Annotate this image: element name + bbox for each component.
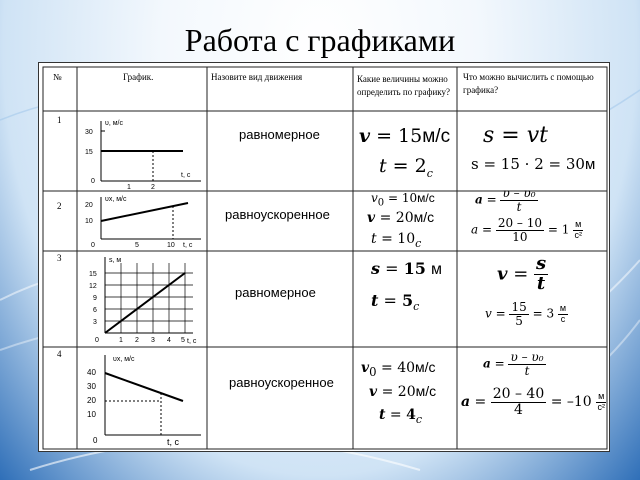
tick-label: 5 bbox=[181, 337, 185, 344]
row1-calculation: s = 15 · 2 = 30м bbox=[471, 155, 596, 173]
graph-4-xlabel: t, с bbox=[167, 437, 180, 447]
tick-label: 10 bbox=[87, 410, 96, 419]
tick-label: 2 bbox=[151, 184, 155, 191]
graph-3 bbox=[83, 253, 203, 345]
row3-calculation: v = $\frac{15}{5}$ = 3 $\frac{м}{с}$ bbox=[485, 300, 567, 328]
tick-label: 15 bbox=[85, 149, 93, 156]
tick-label: 0 bbox=[91, 178, 95, 185]
worksheet-table bbox=[38, 62, 610, 452]
row4-calculation: a = $\frac{20 - 40}{4}$ = –10 $\frac{м}{\text{с²}}$ bbox=[461, 386, 606, 418]
row4-quantity-t: $t = 4_с$ bbox=[379, 407, 423, 426]
row-number: 2 bbox=[57, 201, 62, 211]
graph-1 bbox=[83, 115, 203, 191]
row2-quantity-v: v = 20м/с bbox=[367, 209, 435, 226]
tick-label: 6 bbox=[93, 307, 97, 314]
row4-formula: a = $\frac{\text{υ – υ₀}}{t}$ bbox=[483, 350, 544, 378]
graph-2-ylabel: υx, м/с bbox=[105, 196, 127, 203]
tick-label: 30 bbox=[85, 129, 93, 136]
row3-quantity-s: s = 15 м bbox=[371, 259, 442, 278]
tick-label: 40 bbox=[87, 368, 96, 377]
row4-quantity-v0: $v_0 = 40м/с$ bbox=[361, 359, 436, 379]
row3-formula: v = $\frac{s}{t}$ bbox=[497, 253, 547, 294]
graph-2-xlabel: t, с bbox=[183, 242, 193, 249]
row2-calculation: a = $\frac{20 - 10}{10}$ = 1 $\frac{м}{\text{с²}}$ bbox=[471, 216, 583, 244]
tick-label: 1 bbox=[119, 337, 123, 344]
graph-3-ylabel: s, м bbox=[109, 257, 122, 264]
row2-quantity-t: $t = 10_с$ bbox=[371, 231, 422, 250]
row-number: 3 bbox=[57, 253, 62, 263]
tick-label: 10 bbox=[85, 218, 93, 225]
tick-label: 0 bbox=[91, 242, 95, 249]
tick-label: 20 bbox=[85, 202, 93, 209]
header-quantities: Какие величины можно определить по графику? bbox=[357, 74, 451, 97]
header-graph: График. bbox=[123, 72, 154, 82]
row1-quantity-t: $t = 2_с$ bbox=[379, 155, 433, 180]
row2-formula: a = $\frac{\text{υ – υ₀}}{t}$ bbox=[475, 186, 536, 214]
tick-label: 9 bbox=[93, 295, 97, 302]
row3-quantity-t: $t = 5_с$ bbox=[371, 291, 420, 314]
motion-type-3: равномерное bbox=[235, 285, 316, 300]
row1-quantity-v: v = 15м/с bbox=[359, 125, 451, 147]
graph-1-ylabel: υ, м/с bbox=[105, 120, 123, 127]
tick-label: 0 bbox=[93, 436, 98, 445]
page-title: Работа с графиками bbox=[184, 22, 456, 58]
motion-type-4: равноускоренное bbox=[229, 375, 334, 390]
tick-label: 12 bbox=[89, 283, 97, 290]
tick-label: 0 bbox=[95, 337, 99, 344]
motion-type-2: равноускоренное bbox=[225, 207, 330, 222]
tick-label: 20 bbox=[87, 396, 96, 405]
tick-label: 3 bbox=[151, 337, 155, 344]
graph-2 bbox=[83, 193, 203, 249]
row-number: 4 bbox=[57, 349, 62, 359]
row1-formula: s = vt bbox=[483, 123, 548, 148]
header-number: № bbox=[53, 72, 62, 82]
header-compute: Что можно вычислить с помощью графика? bbox=[463, 72, 594, 95]
header-motion: Назовите вид движения bbox=[211, 72, 303, 82]
tick-label: 1 bbox=[127, 184, 131, 191]
tick-label: 2 bbox=[135, 337, 139, 344]
tick-label: 3 bbox=[93, 319, 97, 326]
graph-3-xlabel: t, с bbox=[187, 338, 197, 345]
tick-label: 5 bbox=[135, 242, 139, 249]
graph-4-ylabel: υx, м/с bbox=[113, 356, 135, 363]
graph-4 bbox=[83, 351, 203, 447]
row-number: 1 bbox=[57, 115, 62, 125]
tick-label: 15 bbox=[89, 271, 97, 278]
tick-label: 4 bbox=[167, 337, 171, 344]
motion-type-1: равномерное bbox=[239, 127, 320, 142]
row2-quantity-v0: $v_0 = 10м/с$ bbox=[371, 191, 435, 209]
graph-1-xlabel: t, c bbox=[181, 172, 191, 179]
tick-label: 30 bbox=[87, 382, 96, 391]
tick-label: 10 bbox=[167, 242, 175, 249]
row4-quantity-v: v = 20м/с bbox=[369, 383, 437, 400]
